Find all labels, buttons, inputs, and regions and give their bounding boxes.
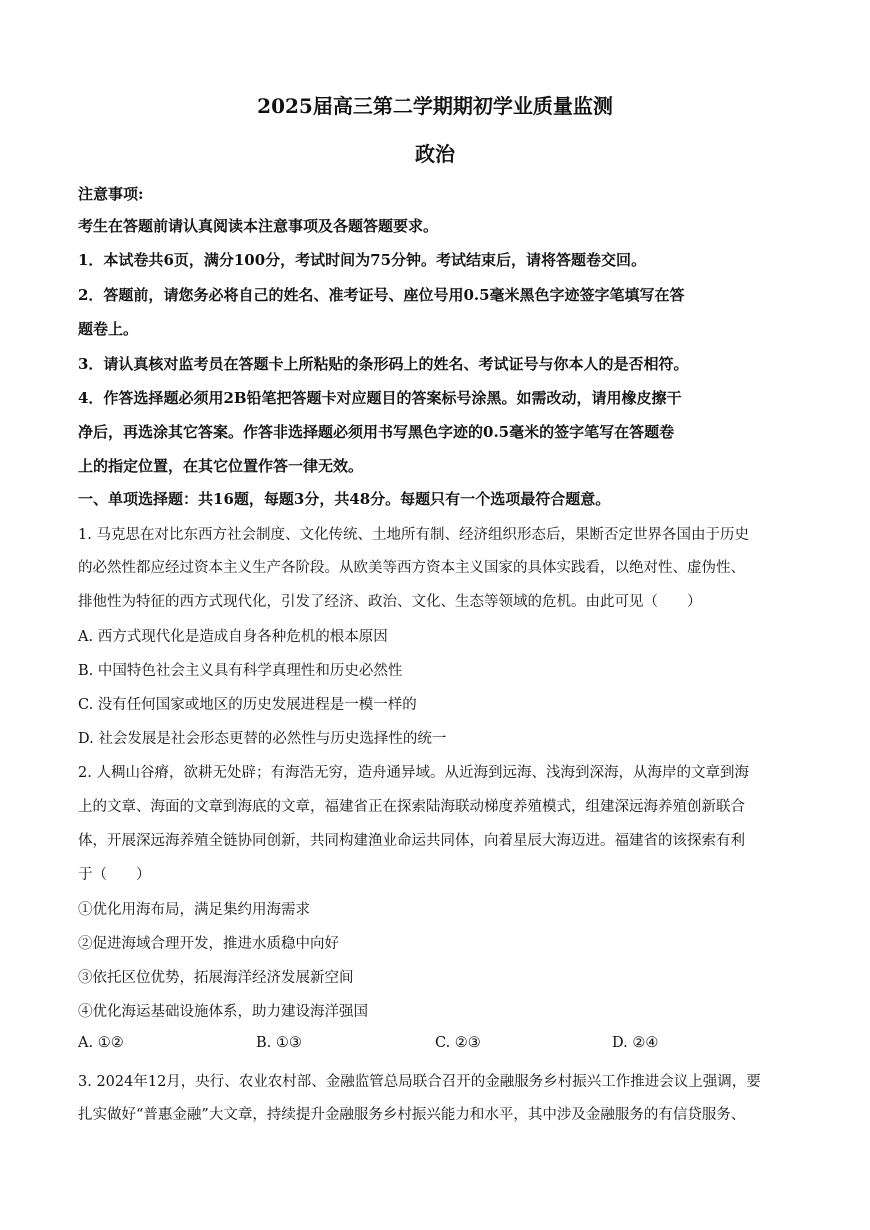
- q1-option-b: B. 中国特色社会主义具有科学真理性和历史必然性: [78, 663, 403, 679]
- q2-choice-b: B. ①③: [256, 1035, 302, 1051]
- q2-statement: ④优化海运基础设施体系，助力建设海洋强国: [78, 1004, 368, 1020]
- q2-statement: ①优化用海布局，满足集约用海需求: [78, 902, 310, 918]
- section-heading: 一、单项选择题：共16题，每题3分，共48分。每题只有一个选项最符合题意。: [78, 490, 611, 508]
- q1-option-a: A. 西方式现代化是造成自身各种危机的根本原因: [78, 629, 388, 645]
- q1-stem-line: 的必然性都应经过资本主义生产各阶段。从欧美等西方资本主义国家的具体实践看，以绝对性、虚伪性、: [78, 560, 745, 576]
- q2-statement: ③依托区位优势，拓展海洋经济发展新空间: [78, 970, 354, 986]
- q2-stem-line: 体，开展深远海养殖全链协同创新，共同构建渔业命运共同体，向着星辰大海迈进。福建省的该探索有利: [78, 833, 745, 849]
- q1-option-c: C. 没有任何国家或地区的历史发展进程是一模一样的: [78, 697, 417, 713]
- subject-title: 政治: [415, 142, 455, 166]
- q2-stem-line: 2. 人稠山谷瘠，欲耕无处辟；有海浩无穷，造舟通异域。从近海到远海、浅海到深海，从海岸的文章到海: [78, 765, 749, 781]
- q2-choice-d: D. ②④: [612, 1035, 659, 1051]
- q1-stem-line: 排他性为特征的西方式现代化，引发了经济、政治、文化、生态等领域的危机。由此可见（ ）: [78, 594, 702, 610]
- notice-item: 上的指定位置，在其它位置作答一律无效。: [78, 457, 364, 475]
- notice-intro: 考生在答题前请认真阅读本注意事项及各题答题要求。: [78, 217, 439, 235]
- q2-choice-a: A. ①②: [78, 1035, 124, 1051]
- q3-stem-line: 3. 2024年12月，央行、农业农村部、金融监管总局联合召开的金融服务乡村振兴工作推进会议上强调，要: [78, 1074, 761, 1090]
- q2-stem-line: 于（ ）: [78, 867, 151, 883]
- notice-item: 1．本试卷共6页，满分100分，考试时间为75分钟。考试结束后，请将答题卷交回。: [78, 251, 647, 269]
- q3-stem-line: 扎实做好“普惠金融”大文章，持续提升金融服务乡村振兴能力和水平，其中涉及金融服务的有信贷服务、: [78, 1107, 746, 1123]
- exam-title: 2025届高三第二学期期初学业质量监测: [257, 94, 613, 118]
- notice-item: 2．答题前，请您务必将自己的姓名、准考证号、座位号用0.5毫米黑色字迹签字笔填写在答: [78, 286, 685, 304]
- notice-item: 净后，再选涂其它答案。作答非选择题必须用书写黑色字迹的0.5毫米的签字笔写在答题卷: [78, 423, 675, 441]
- q1-stem-line: 1. 马克思在对比东西方社会制度、文化传统、土地所有制、经济组织形态后，果断否定世界各国由于历史: [78, 527, 749, 543]
- q1-option-d: D. 社会发展是社会形态更替的必然性与历史选择性的统一: [78, 731, 447, 747]
- notice-item: 题卷上。: [78, 320, 139, 338]
- q2-choice-c: C. ②③: [435, 1035, 481, 1051]
- notice-item: 4．作答选择题必须用2B铅笔把答题卡对应题目的答案标号涂黑。如需改动，请用橡皮擦干: [78, 389, 682, 407]
- notice-item: 3．请认真核对监考员在答题卡上所粘贴的条形码上的姓名、考试证号与你本人的是否相符。: [78, 355, 689, 373]
- notice-heading: 注意事项:: [78, 185, 144, 203]
- q2-statement: ②促进海域合理开发，推进水质稳中向好: [78, 936, 339, 952]
- q2-stem-line: 上的文章、海面的文章到海底的文章，福建省正在探索陆海联动梯度养殖模式，组建深远海养殖创新联合: [78, 799, 745, 815]
